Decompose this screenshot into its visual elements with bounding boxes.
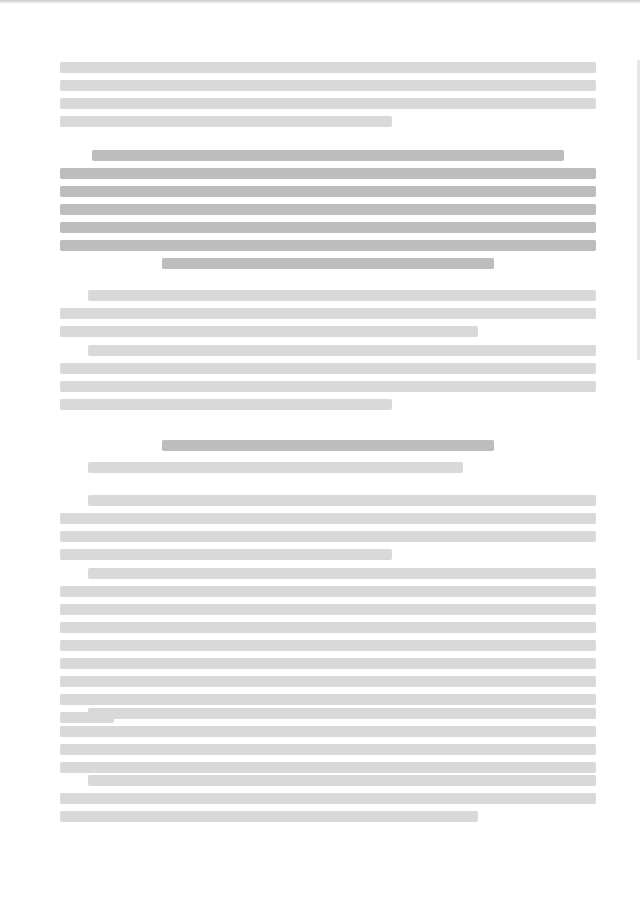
list-item-3 bbox=[60, 708, 596, 780]
list-item-1 bbox=[60, 495, 596, 567]
scan-edge bbox=[0, 0, 640, 4]
list-subitem-a bbox=[60, 775, 596, 829]
list-item-2 bbox=[60, 568, 596, 730]
section-2-7-heading bbox=[60, 150, 596, 276]
intro-paragraph bbox=[60, 62, 596, 134]
paragraph-2-8-1 bbox=[60, 462, 596, 480]
paragraph-2-7-2 bbox=[60, 345, 596, 417]
paragraph-2-7-1 bbox=[60, 290, 596, 344]
section-2-8-heading bbox=[60, 440, 596, 458]
